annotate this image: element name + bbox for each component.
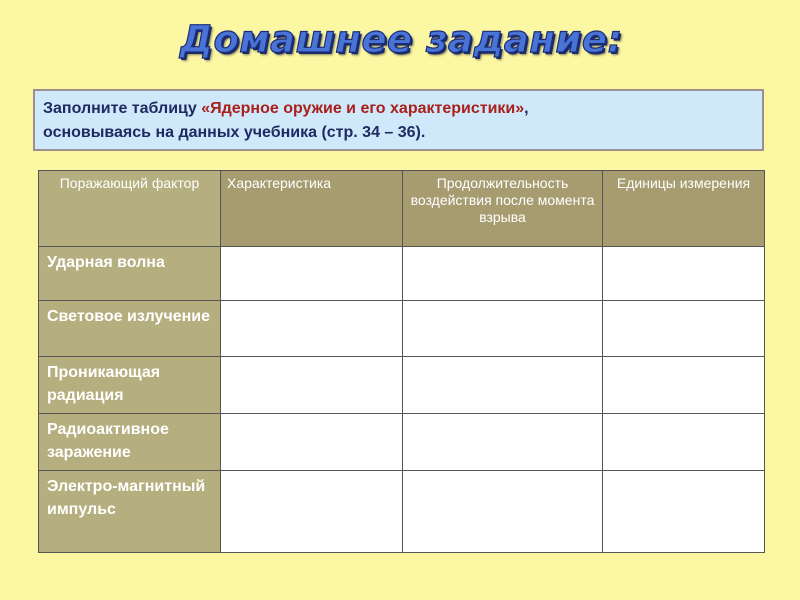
task-quoted-title: «Ядерное оружие и его характеристики» <box>201 100 525 117</box>
cell-characteristic[interactable] <box>221 301 403 357</box>
cell-characteristic[interactable] <box>221 414 403 471</box>
cell-duration[interactable] <box>403 301 603 357</box>
cell-units[interactable] <box>603 471 765 553</box>
cell-characteristic[interactable] <box>221 247 403 301</box>
task-text-start: Заполните таблицу <box>43 100 202 117</box>
header-factor: Поражающий фактор <box>39 171 221 247</box>
cell-characteristic[interactable] <box>221 357 403 414</box>
table-row <box>39 301 765 357</box>
cell-units[interactable] <box>603 301 765 357</box>
task-instructions <box>33 89 764 151</box>
cell-duration[interactable] <box>403 247 603 301</box>
cell-units[interactable] <box>603 247 765 301</box>
task-text-end: основываясь на данных учебника (стр. 34 – 36). <box>43 124 426 141</box>
cell-characteristic[interactable] <box>221 471 403 553</box>
cell-units[interactable] <box>603 357 765 414</box>
header-characteristic: Характеристика <box>221 171 403 247</box>
table-row <box>39 247 765 301</box>
header-units: Единицы измерения <box>603 171 765 247</box>
table-row <box>39 414 765 471</box>
cell-duration[interactable] <box>403 471 603 553</box>
table-row <box>39 471 765 553</box>
cell-duration[interactable] <box>403 414 603 471</box>
row-factor: Ударная волна <box>39 247 221 301</box>
row-factor: Световое излучение <box>39 301 221 357</box>
task-comma: , <box>524 100 529 117</box>
row-factor: Электро-магнитный импульс <box>39 471 221 553</box>
header-duration: Продолжительность воздействия после момента взрыва <box>403 171 603 247</box>
row-factor: Радиоактивное заражение <box>39 414 221 471</box>
cell-duration[interactable] <box>403 357 603 414</box>
homework-table <box>38 170 764 552</box>
table-row <box>39 357 765 414</box>
table-header-row <box>39 171 765 247</box>
page-title: Домашнее задание: <box>180 18 623 61</box>
row-factor: Проникающая радиация <box>39 357 221 414</box>
cell-units[interactable] <box>603 414 765 471</box>
